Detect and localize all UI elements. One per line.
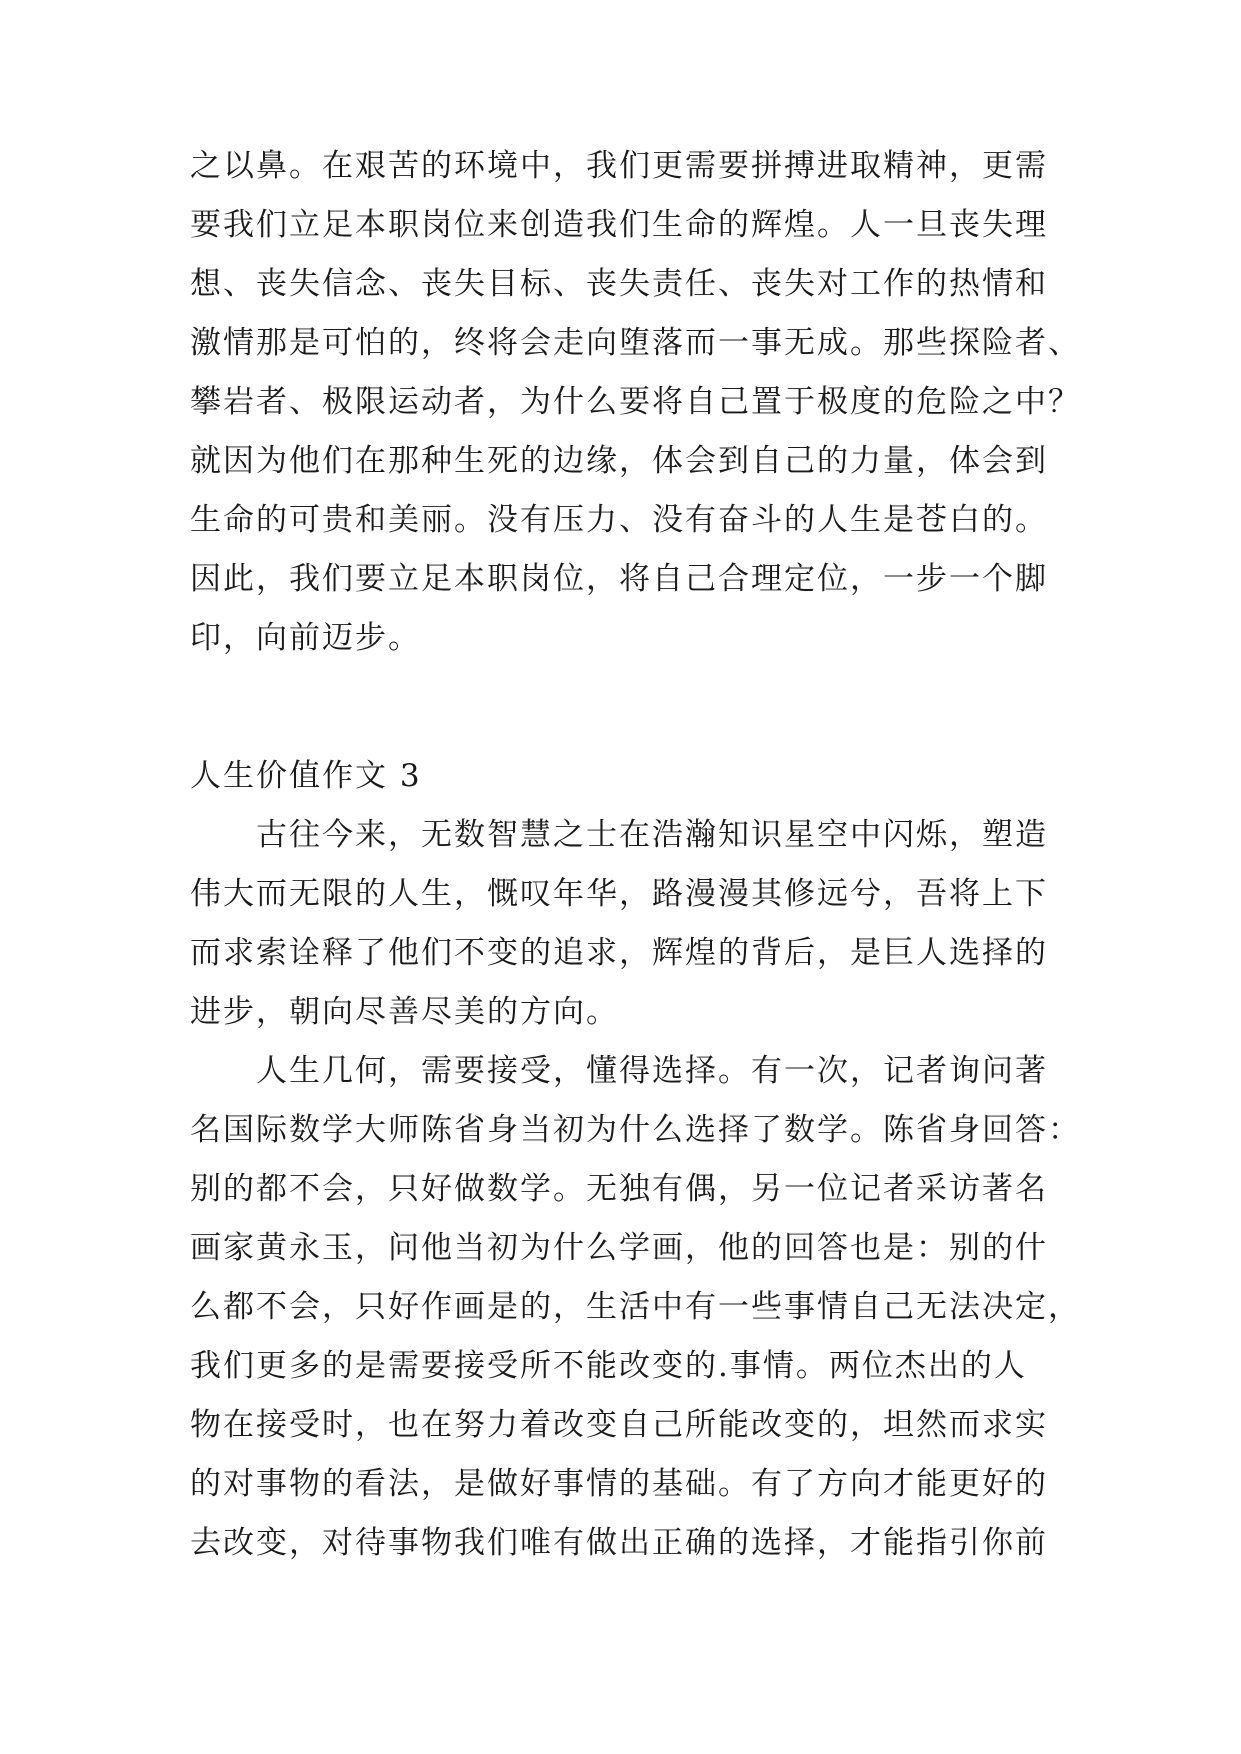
text-line: 进步，朝向尽善尽美的方向。 bbox=[190, 994, 619, 1030]
text-line: 古往今来，无数智慧之士在浩瀚知识星空中闪烁，塑造 bbox=[256, 817, 1048, 853]
text-line: 想、丧失信念、丧失目标、丧失责任、丧失对工作的热情和 bbox=[190, 266, 1048, 302]
text-line: 物在接受时，也在努力着改变自己所能改变的，坦然而求实 bbox=[190, 1407, 1048, 1443]
text-line: 我们更多的是需要接受所不能改变的.事情。两位杰出的人 bbox=[190, 1348, 1027, 1384]
text-line: 伟大而无限的人生，慨叹年华，路漫漫其修远兮，吾将上下 bbox=[190, 876, 1048, 912]
text-line: 之以鼻。在艰苦的环境中，我们更需要拼搏进取精神，更需 bbox=[190, 148, 1048, 184]
text-line: 的对事物的看法，是做好事情的基础。有了方向才能更好的 bbox=[190, 1466, 1048, 1502]
text-line: 名国际数学大师陈省身当初为什么选择了数学。陈省身回答： bbox=[190, 1112, 1081, 1148]
paragraph-2 bbox=[190, 806, 1060, 1042]
text-line: 激情那是可怕的，终将会走向堕落而一事无成。那些探险者、 bbox=[190, 325, 1081, 361]
text-line: 去改变，对待事物我们唯有做出正确的选择，才能指引你前 bbox=[190, 1525, 1048, 1561]
text-line: 攀岩者、极限运动者，为什么要将自己置于极度的危险之中？ bbox=[190, 384, 1081, 420]
text-line: 生命的可贵和美丽。没有压力、没有奋斗的人生是苍白的。 bbox=[190, 502, 1048, 538]
paragraph-1 bbox=[190, 137, 1081, 668]
text-line: 别的都不会，只好做数学。无独有偶，另一位记者采访著名 bbox=[190, 1171, 1048, 1207]
text-line: 画家黄永玉，问他当初为什么学画，他的回答也是：别的什 bbox=[190, 1230, 1048, 1266]
paragraph-3 bbox=[190, 1042, 1081, 1573]
section-title: 人生价值作文 3 bbox=[190, 758, 422, 794]
text-line: 么都不会，只好作画是的，生活中有一些事情自己无法决定， bbox=[190, 1289, 1081, 1325]
text-line: 就因为他们在那种生死的边缘，体会到自己的力量，体会到 bbox=[190, 443, 1048, 479]
text-line: 印，向前迈步。 bbox=[190, 620, 421, 656]
text-line: 而求索诠释了他们不变的追求，辉煌的背后，是巨人选择的 bbox=[190, 935, 1048, 971]
text-line: 要我们立足本职岗位来创造我们生命的辉煌。人一旦丧失理 bbox=[190, 207, 1048, 243]
text-line: 因此，我们要立足本职岗位，将自己合理定位，一步一个脚 bbox=[190, 561, 1048, 597]
text-line: 人生几何，需要接受，懂得选择。有一次，记者询问著 bbox=[256, 1053, 1048, 1089]
